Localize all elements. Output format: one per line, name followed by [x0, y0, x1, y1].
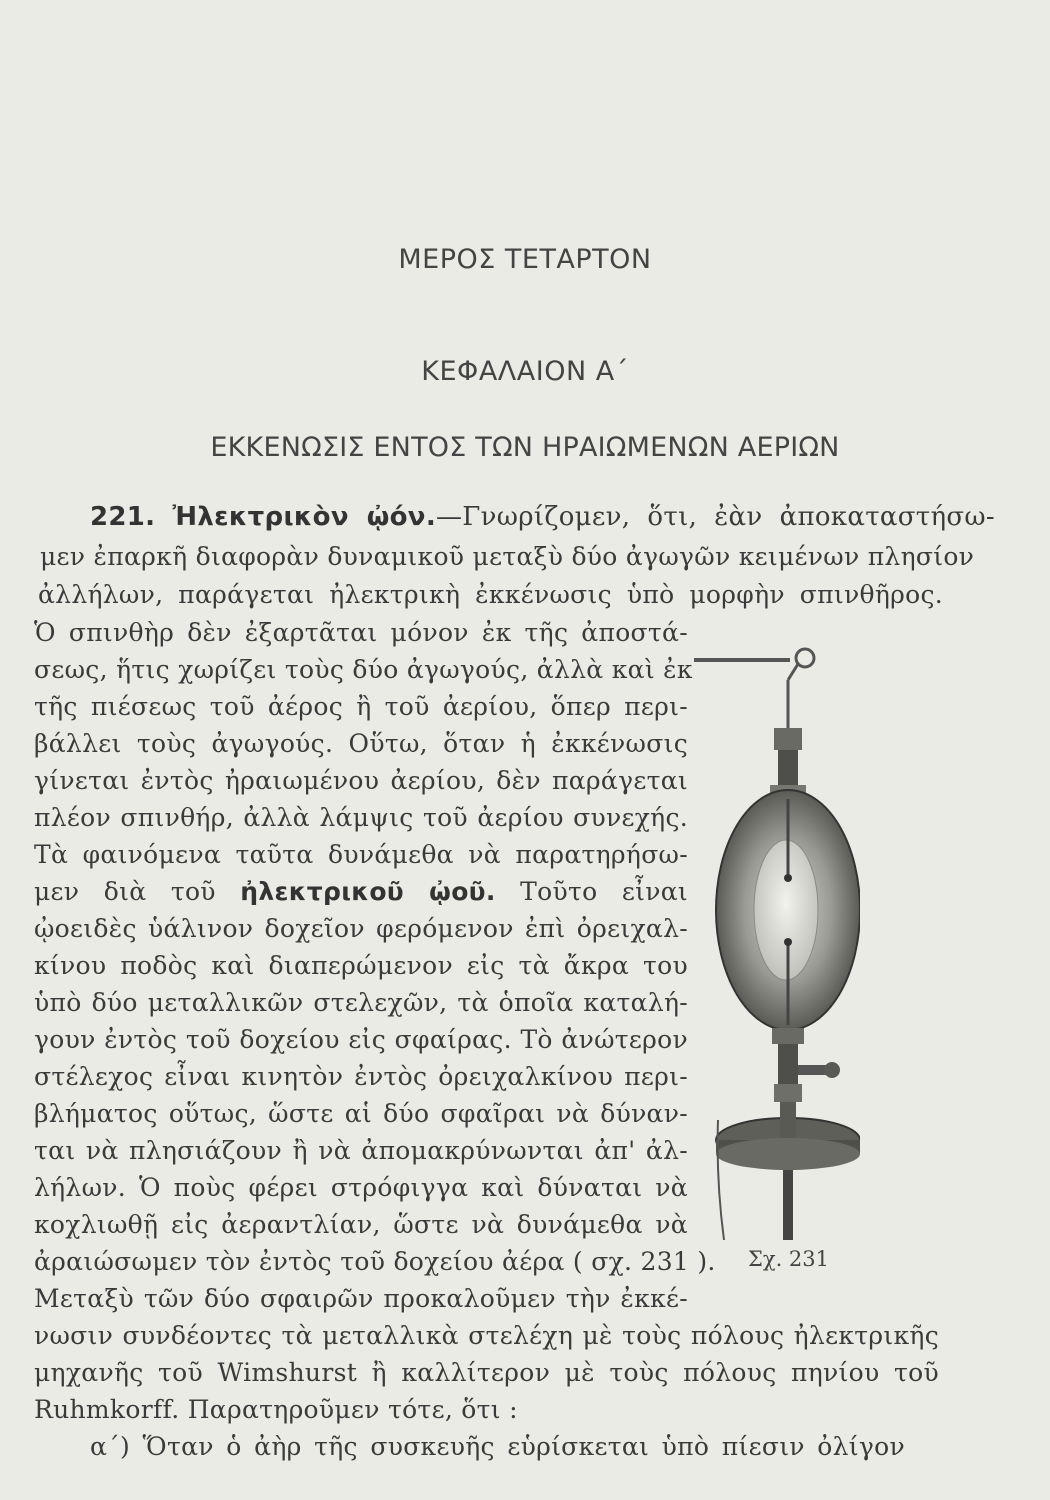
section-heading: Ἠλεκτρικὸν ᾠόν. [172, 502, 436, 532]
text-line: Ὁ σπινθὴρ δὲν ἐξαρτᾶται μόνον ἐκ τῆς ἀποστά- [34, 618, 688, 647]
text-line: γουν ἐντὸς τοῦ δοχείου εἰς σφαίρας. Τὸ ἀνώτερον [34, 1025, 688, 1054]
text-line: μεν ἐπαρκῆ διαφορὰν δυναμικοῦ μεταξὺ δύο ἀγωγῶν κειμένων πλησίον [40, 542, 975, 571]
text-line: τῆς πιέσεως τοῦ ἀέρος ἢ τοῦ ἀερίου, ὅπερ περι- [34, 692, 688, 721]
text-fragment: μεν διὰ τοῦ [34, 877, 216, 906]
text-line: Μεταξὺ τῶν δύο σφαιρῶν προκαλοῦμεν τὴν ἐκκέ- [34, 1284, 688, 1313]
text-line: βάλλει τοὺς ἀγωγούς. Οὕτω, ὅταν ἡ ἐκκένωσις [34, 729, 688, 758]
text-fragment: —Γνωρίζομεν, ὅτι, ἐὰν ἀποκαταστήσω- [436, 502, 995, 532]
chapter-title: ΕΚΚΕΝΩΣΙΣ ΕΝΤΟΣ ΤΩΝ ΗΡΑΙΩΜΕΝΩΝ ΑΕΡΙΩΝ [210, 432, 840, 463]
electric-egg-illustration [690, 640, 860, 1240]
text-line: α΄) Ὅταν ὁ ἀὴρ τῆς συσκευῆς εὑρίσκεται ὑπὸ πίεσιν ὀλίγον [90, 1432, 905, 1461]
text-line: ὑπὸ δύο μεταλλικῶν στελεχῶν, τὰ ὁποῖα καταλή- [34, 988, 688, 1017]
text-line: νωσιν συνδέοντες τὰ μεταλλικὰ στελέχη μὲ τοὺς πόλους ἠλεκτρικῆς [34, 1321, 939, 1350]
part-heading: ΜΕΡΟΣ ΤΕΤΑΡΤΟΝ [398, 244, 652, 275]
text-line: Ruhmkorff. Παρατηροῦμεν τότε, ὅτι : [34, 1395, 518, 1424]
text-line: κοχλιωθῇ εἰς ἀεραντλίαν, ὥστε νὰ δυνάμεθα νὰ [34, 1210, 688, 1239]
text-line: ἀλλήλων, παράγεται ἠλεκτρικὴ ἐκκένωσις ὑπὸ μορφὴν σπινθῆρος. [38, 580, 943, 609]
section-number: 221. [90, 502, 156, 532]
text-line: γίνεται ἐντὸς ἠραιωμένου ἀερίου, δὲν παράγεται [34, 766, 688, 795]
text-line: ᾠοειδὲς ὑάλινον δοχεῖον φερόμενον ἐπὶ ὀρειχαλ- [34, 914, 688, 943]
text-line: βλήματος οὕτως, ὥστε αἱ δύο σφαῖραι νὰ δύναν- [34, 1099, 688, 1128]
text-line: κίνου ποδὸς καὶ διαπερώμενον εἰς τὰ ἄκρα του [34, 951, 688, 980]
figure-caption: Σχ. 231 [748, 1247, 830, 1271]
text-line: ται νὰ πλησιάζουν ἢ νὰ ἀπομακρύνωνται ἀπ' ἀλ- [34, 1136, 688, 1165]
text-line: σεως, ἥτις χωρίζει τοὺς δύο ἀγωγούς, ἀλλὰ καὶ ἐκ [34, 655, 693, 684]
text-line: λήλων. Ὁ ποὺς φέρει στρόφιγγα καὶ δύναται νὰ [34, 1173, 688, 1202]
text-line [90, 502, 995, 532]
bold-term: ἠλεκτρικοῦ ᾠοῦ. [240, 877, 496, 906]
chapter-heading: ΚΕΦΑΛΑΙΟΝ Α΄ [421, 356, 629, 387]
text-line: πλέον σπινθήρ, ἀλλὰ λάμψις τοῦ ἀερίου συνεχής. [34, 803, 688, 832]
text-line: μηχανῆς τοῦ Wimshurst ἢ καλλίτερον μὲ τοὺς πόλους πηνίου τοῦ [34, 1358, 939, 1387]
text-fragment: Τοῦτο εἶναι [495, 877, 689, 906]
text-line [34, 877, 688, 906]
text-line: Τὰ φαινόμενα ταῦτα δυνάμεθα νὰ παρατηρήσω- [34, 840, 688, 869]
text-line: στέλεχος εἶναι κινητὸν ἐντὸς ὀρειχαλκίνου περι- [34, 1062, 688, 1091]
text-line: ἀραιώσωμεν τὸν ἐντὸς τοῦ δοχείου ἀέρα ( σχ. 231 ). [34, 1247, 716, 1276]
